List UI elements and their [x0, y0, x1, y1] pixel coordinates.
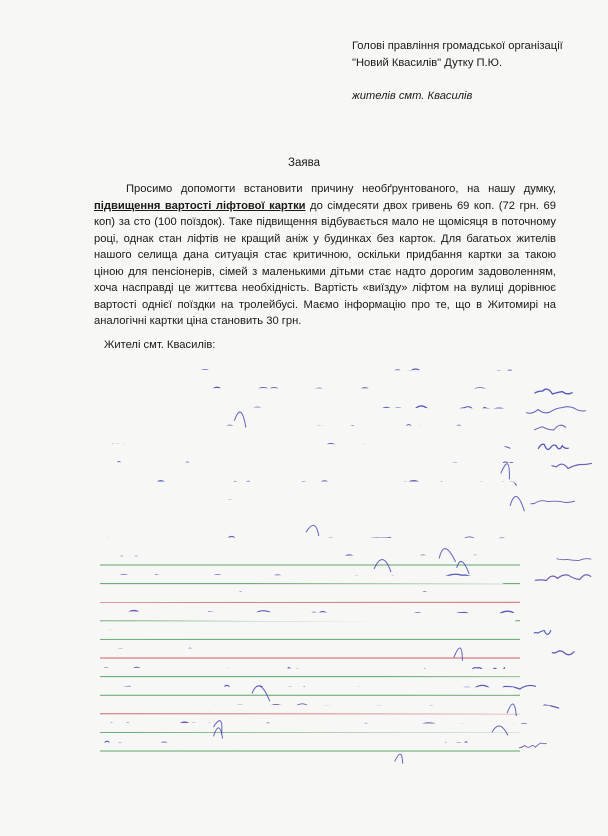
redaction-stroke [94, 652, 548, 653]
redaction-stroke [94, 522, 558, 523]
body-part-1: Просимо допомогти встановити причину необґрунтованого, на нашу думку, [126, 183, 556, 195]
redaction-stroke [98, 727, 555, 728]
redaction-stroke [97, 597, 541, 598]
redaction-stroke [94, 467, 548, 468]
sender-line: жителів смт. Квасилів [352, 90, 473, 102]
redaction-stroke [98, 616, 512, 618]
redaction-stroke [99, 374, 551, 375]
body-part-2: до сімдесяти двох гривень 69 коп. (72 грн. 69 коп) за сто (100 поїздок). Таке підвищення відбувається мало не щомісяця в поточному році, однак стан ліфтів не кращий аніж у будинках без карток. Для багатьох жителів нашого селища дана ситуація стає критичною, оскільки придбання картки за такою ціною для пенсіонерів, сімей з маленькими дітьми стає надто дорогим задоволенням, хоча насправді це життєва необхідність. Вартість «виїзду» ліфтом на вулиці дорівнює вартості однієї поїздки на тролейбусі. Маємо інформацію про те, що в Житомирі на аналогічні картки ціна становить 30 грн. [94, 199, 556, 327]
document-title: Заява [288, 157, 320, 169]
redaction-stroke [94, 541, 548, 542]
body-highlight: підвищення вартості ліфтової картки [94, 199, 306, 212]
addressee-line-2: "Новий Квасилів" Дутку П.Ю. [352, 57, 503, 69]
residents-label: Жителі смт. Квасилів: [104, 339, 216, 351]
redaction-stroke [100, 672, 531, 673]
redaction-stroke [95, 579, 501, 580]
redaction-stroke [94, 690, 512, 691]
redaction-stroke [94, 633, 530, 634]
redaction-marks [92, 374, 557, 764]
redaction-stroke [100, 503, 527, 504]
addressee-line-1: Голові правління громадської організації [352, 40, 563, 52]
redaction-stroke [96, 709, 548, 710]
signature-scribble [519, 743, 546, 748]
signature-scribble [526, 407, 586, 413]
redaction-stroke [92, 559, 553, 561]
redaction-stroke [95, 411, 510, 413]
redaction-stroke [93, 448, 501, 449]
redaction-stroke [95, 393, 530, 394]
signature-flourish [395, 754, 403, 764]
signature-flourish [457, 561, 469, 573]
signature-scribble [538, 444, 568, 449]
signature-scribble [535, 575, 591, 581]
